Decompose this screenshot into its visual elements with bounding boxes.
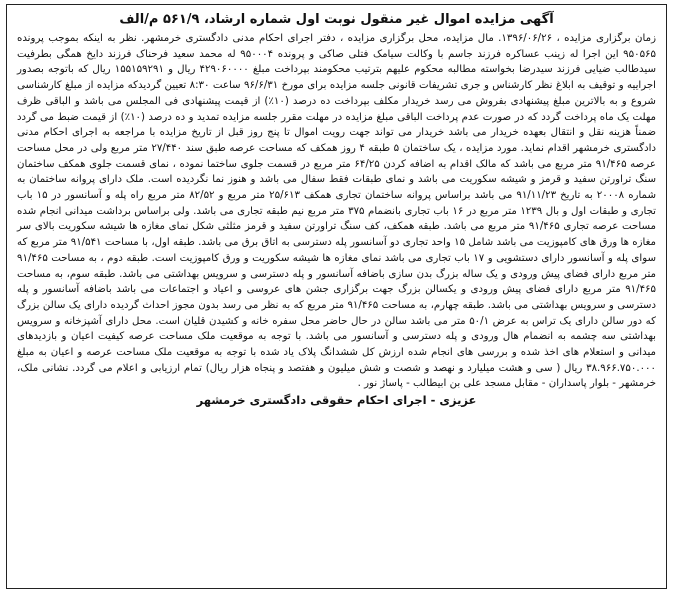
notice-body: زمان برگزاری مزایده ، ۱۳۹۶/۰۶/۲۶. مال مزایده، محل برگزاری مزایده ، دفتر اجرای احکام مدنی دادگستری خرمشهر. نظر به اینکه بموجب پرونده ۹۵۰۵۶۵ این اجرا له زینب عساکره فرزند جاسم با وکالت سیامک فتلی صاکی و پرونده ۹۵۰۰۰۴ له محمد سعید فرحناک فرزند دایخ همگی بطرفیت سیدطالب ضیایی فرزند سیدرضا بخواسته مطالبه محکوم علیهم بترتیب محکومند بپرداخت مبلغ ۴۲۹۰۶۰۰۰۰ ریال و ۱۵۵۱۵۹۲۹۱ ریال که باتوجه بصدور اجراییه و توقیف به ابلاغ نظر کارشناس و جری تشریفات قانونی جلسه مزایده برای مورخ ۹۶/۶/۳۱ ساعت ۸:۳۰ تعیین گردیدکه مزایده از مبلغ کارشناسی شروع و به بالاترین مبلغ پیشنهادی بفروش می رسد خریدار مکلف بپرداخت ده درصد (۱۰٪) از قیمت پیشنهادی فی المجلس می باشد و الباقی ظرف مهلت یک ماه پرداخت گردد که در صورت عدم پرداخت الباقی مبلغ مزایده در مهلت مقرر جلسه مزایده تمدید و ده درصد (۱۰٪) از قیمت ضبط می گردد ضمناً هزینه نقل و انتقال بعهده خریدار می باشد خریدار می تواند جهت رویت اموال تا پنج روز قبل از تاریخ مزایده با مراجعه به اجرای احکام مدنی دادگستری خرمشهر اقدام نماید. مورد مزایده ، یک ساختمان ۵ طبقه ۴ روز همکف که مساحت عرصه طبق سند ۲۷/۴۴۰ متر مربع ولی در محل مساحت عرصه ۹۱/۴۶۵ متر مربع می باشد که مالک اقدام به اضافه کردن ۶۴/۲۵ متر مربع در قسمت جلوی ساختما نموده ، نمای قسمت جلوی همکف ساختمان سنگ تراورتن سفید و قرمز و شیشه سکوریت می باشد و نمای طبقات فقط سفال می باشد و هنوز نما نگردیده است. ملک دارای پروانه ساختمان به شماره ۲۰۰۰۸ به تاریخ ۹۱/۱۱/۲۳ می باشد براساس پروانه ساختمان تجاری همکف ۲۵/۶۱۳ متر مربع و ۸۲/۵۲ متر مربع راه پله و آسانسور در ۱۵ باب تجاری و طبقات اول و بال ۱۲۳۹ متر مربع در ۱۶ باب تجاری بانضمام ۳۷۵ متر مربع نیم طبقه تجاری می باشد. ولی براساس برداشت میدانی انجام شده مساحت عرصه تجاری ۹۱/۴۶۵ متر مربع می باشد. طبقه همکف، کف سنگ تراورتن سفید و قرمز مثلثی شکل نمای مغازه ها شیشه سکوریت بالای سر مغازه ها ورق های کامپوزیت می باشد شامل ۱۵ واحد تجاری دو آسانسور پله دسترسی به اتاق برق می باشد. طبقه اول، با مساحت ۹۱/۵۴۱ متر مربع که سوای پله و آسانسور دارای دستشویی و ۱۷ باب تجاری می باشد نمای مغازه ها شیشه سکوریت و ورق کامپوزیت است. طبقه دوم ، به مساحت ۹۱/۴۶۵ متر مربع دارای فضای پیش ورودی و یک ساله بزرگ بدن سازی باضافه آسانسور و پله دسترسی و سرویس بهداشتی می باشد. طبقه سوم، به مساحت ۹۱/۴۶۵ متر مربع دارای فضای پیش ورودی و یکسالن بزرگ جهت برگزاری جشن های عروسی و اعیاد و اجتماعات می باشد باضافه آسانسور و پله دسترسی و سرویس بهداشتی می باشد. طبقه چهارم، به مساحت ۹۱/۴۶۵ متر مربع که به نظر می رسد بدون مجوز احداث گردیده دارای یک سالن بزرگ که دور سالن دارای یک تراس به عرض ۵۰/۱ متر می باشد سالن در حال حاضر محل سفره خانه و کشیدن قلیان است. محل دارای آشپزخانه و سرویس بهداشتی سه چشمه به انضمام هال ورودی و پله دسترسی و آسانسور می باشد. با توجه به موقعیت ملک مساحت عرصه کیفیت اعیان و بازدیدهای میدانی و استعلام های اخذ شده و بررسی های انجام شده ارزش کل ششدانگ پلاک یاد شده با توجه به موقعیت ملک مساحت عرصه و اعیان به مبلغ ۳۸.۹۶۶.۷۵۰.۰۰۰ ریال ( سی و هشت میلیارد و نهصد و شصت و شش میلیون و هفتصد و پنجاه هزار ریال) تمام ارزیابی و اعلام می گردد. نشانی ملک، خرمشهر - بلوار پاسداران - مقابل مسجد علی بن ابیطالب - پاساژ نور . (17, 33, 657, 390)
auction-notice (6, 4, 667, 589)
notice-signature: عزیزی - اجرای احکام حقوقی دادگستری خرمشهر (196, 393, 477, 408)
notice-title: آگهی مزایده اموال غیر منقول نوبت اول شماره ارشاد، ۵۶۱/۹ م/الف (119, 12, 554, 27)
